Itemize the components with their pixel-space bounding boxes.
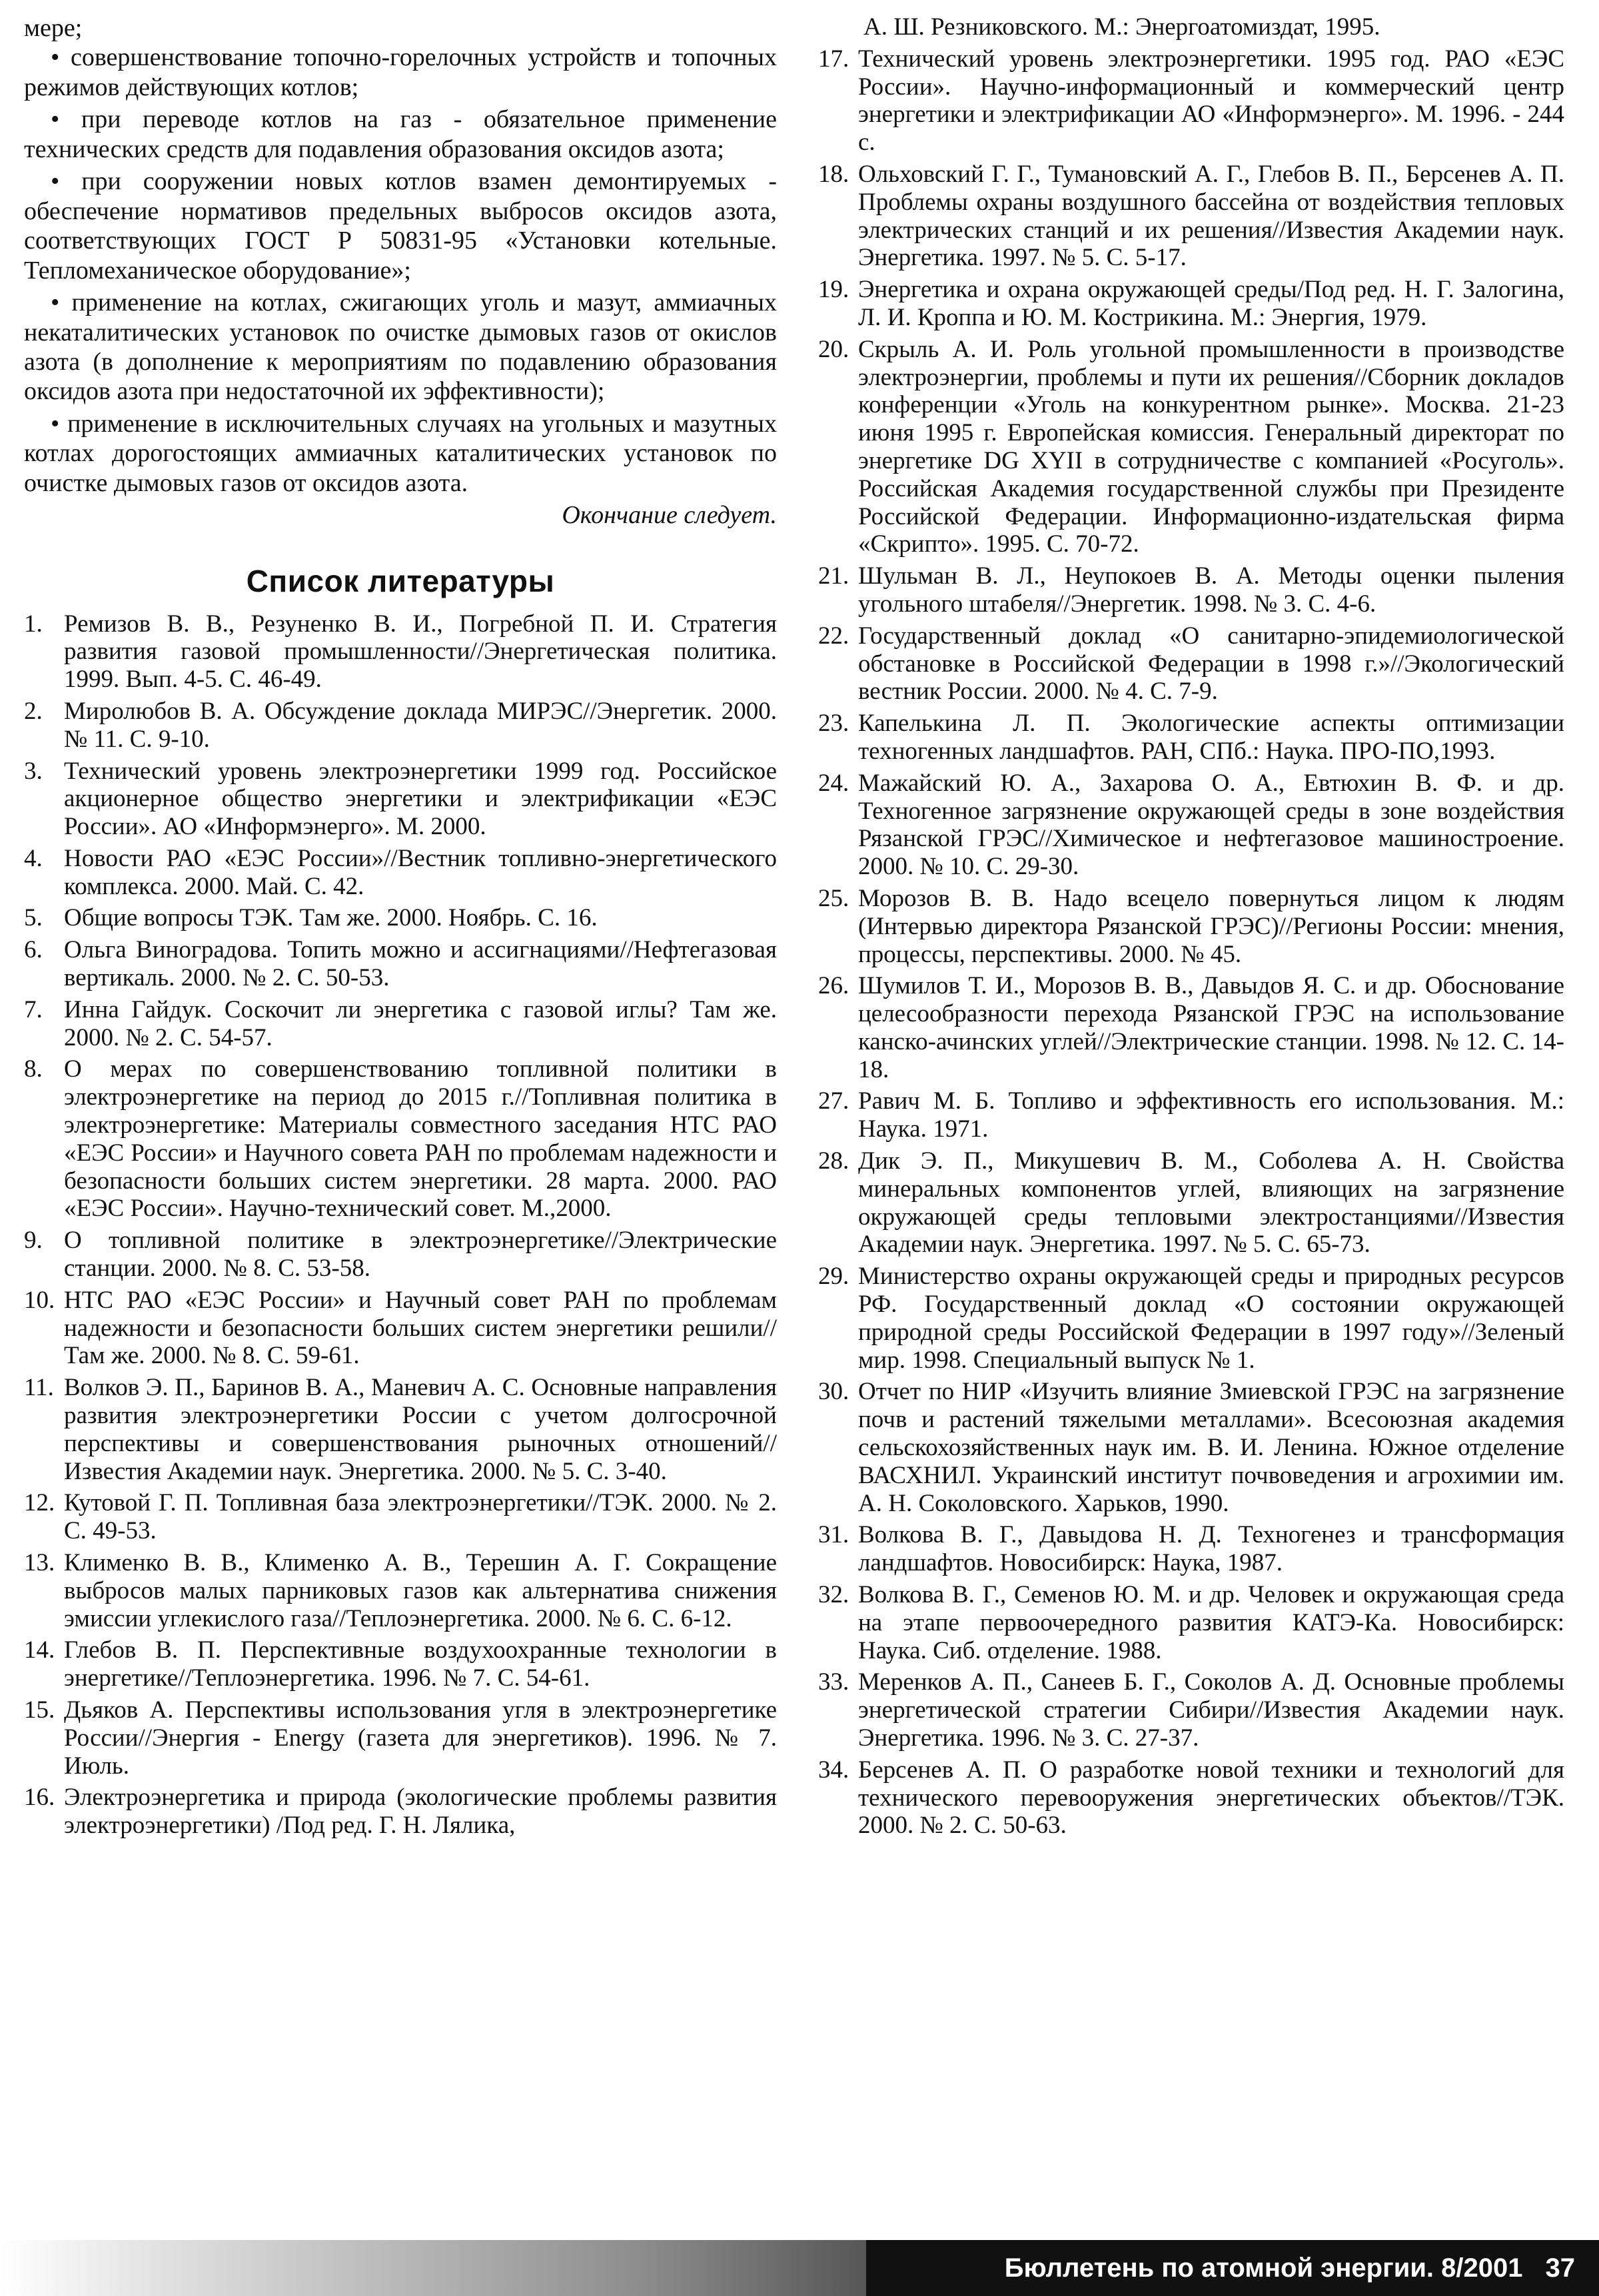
reference-text: Берсенев А. П. О разработке новой техники и технологий для технического перевооружения энергетических объектов//ТЭК. 2000. № 2. С. 50-63.	[858, 1756, 1564, 1840]
continued-text: мере;	[24, 14, 83, 42]
reference-text: Морозов В. В. Надо всецело повернуться лицом к людям (Интервью директора Рязанской ГРЭС)//Регионы России: мнения, процессы, перспективы. 2000. № 45.	[858, 884, 1564, 968]
reference-item	[24, 758, 777, 841]
reference-item	[818, 336, 1564, 558]
footer-decorative-band	[0, 2240, 919, 2296]
reference-item	[818, 885, 1564, 968]
reference-number: 5.	[24, 904, 43, 932]
reference-item	[24, 1696, 777, 1780]
reference-text: Глебов В. П. Перспективные воздухоохранные технологии в энергетике//Теплоэнергетика. 1996. № 7. С. 54-61.	[64, 1636, 777, 1692]
reference-item	[818, 1581, 1564, 1664]
reference-text: О топливной политике в электроэнергетике//Электрические станции. 2000. № 8. С. 53-58.	[64, 1227, 777, 1283]
reference-text: Ольховский Г. Г., Тумановский А. Г., Глебов В. П., Берсенев А. П. Проблемы охраны воздушного бассейна от воздействия тепловых электрических станций и их решения//Известия Академии наук. Энергетика. 1997. № 5. С. 5-17.	[858, 160, 1564, 272]
reference-text: Энергетика и охрана окружающей среды/Под ред. Н. Г. Залогина, Л. И. Кроппа и Ю. М. Кострикина. М.: Энергия, 1979.	[858, 276, 1564, 331]
left-column	[24, 13, 777, 1844]
reference-number: 7.	[24, 995, 43, 1023]
reference-text: Капелькина Л. П. Экологические аспекты оптимизации техногенных ландшафтов. РАН, СПб.: Наука. ПРО-ПО,1993.	[858, 710, 1564, 765]
reference-number: 33.	[818, 1668, 849, 1696]
to-be-continued-note: Окончание следует.	[562, 501, 777, 530]
reference-text: Отчет по НИР «Изучить влияние Змиевской ГРЭС на загрязнение почв и растений тяжелыми металлами». Всесоюзная академия сельскохозяйственных наук им. В. И. Ленина. Южное отделение ВАСХНИЛ. Украинский институт почвоведения и агрохимии им. А. Н. Соколовского. Харьков, 1990.	[858, 1378, 1564, 1517]
bullet-item: • применение в исключительных случаях на угольных и мазутных котлах дорогостоящих аммиачных каталитических установок по очистке дымовых газов от оксидов азота.	[24, 409, 777, 497]
reference-number: 15.	[24, 1696, 55, 1724]
reference-text: Технический уровень электроэнергетики. 1995 год. РАО «ЕЭС России». Научно-информационный и коммерческий центр энергетики и электрификации АО «Информэнерго». М. 1996. - 244 с.	[858, 45, 1564, 157]
bullet-item: • совершенствование топочно-горелочных устройств и топочных режимов действующих котлов;	[24, 43, 777, 101]
reference-item	[818, 276, 1564, 332]
reference-item	[24, 610, 777, 694]
reference-item	[818, 1668, 1564, 1752]
reference-item	[24, 1549, 777, 1632]
reference-text: Клименко В. В., Клименко А. В., Терешин А. Г. Сокращение выбросов малых парниковых газов как альтернатива снижения эмиссии углекислого газа//Теплоэнергетика. 2000. № 6. С. 6-12.	[64, 1549, 777, 1632]
reference-number: 10.	[24, 1286, 55, 1314]
reference-number: 1.	[24, 610, 43, 638]
references-list-left	[24, 610, 777, 1840]
reference-number: 20.	[818, 335, 849, 363]
reference-number: 27.	[818, 1087, 849, 1115]
reference-text: Скрыль А. И. Роль угольной промышленности в производстве электроэнергии, проблемы и пути их решения//Сборник докладов конференции «Уголь на конкурентном рынке». Москва. 21-23 июня 1995 г. Европейская комиссия. Генеральный директорат по энергетике DG XYII в сотрудничестве с компанией «Росуголь». Российская Академия государственной службы при Президенте Российской Федерации. Информационно-издательская фирма «Скрипто». 1995. С. 70-72.	[858, 335, 1564, 558]
reference-number: 23.	[818, 710, 849, 738]
reference-item	[818, 622, 1564, 706]
reference-text: Кутовой Г. П. Топливная база электроэнергетики//ТЭК. 2000. № 2. С. 49-53.	[64, 1489, 777, 1545]
reference-item	[818, 1263, 1564, 1374]
page-footer	[0, 2240, 1599, 2296]
reference-text: Общие вопросы ТЭК. Там же. 2000. Ноябрь. С. 16.	[64, 904, 598, 932]
reference-text: Меренков А. П., Санеев Б. Г., Соколов А. Д. Основные проблемы энергетической стратегии Сибири//Известия Академии наук. Энергетика. 1996. № 3. С. 27-37.	[858, 1668, 1564, 1752]
reference-number: 8.	[24, 1055, 43, 1083]
reference-number: 24.	[818, 769, 849, 797]
bullet-item: • при сооружении новых котлов взамен демонтируемых - обеспечение нормативов предельных выбросов оксидов азота, соответствующих ГОСТ Р 50831-95 «Установки котельные. Тепломеханическое оборудование»;	[24, 167, 777, 285]
reference-number: 32.	[818, 1581, 849, 1609]
reference-number: 16.	[24, 1784, 55, 1812]
reference-text: Электроэнергетика и природа (экологические проблемы развития электроэнергетики) /Под ред. Г. Н. Лялика,	[64, 1784, 777, 1840]
reference-number: 28.	[818, 1147, 849, 1175]
reference-item	[24, 1227, 777, 1283]
reference-text: Равич М. Б. Топливо и эффективность его использования. М.: Наука. 1971.	[858, 1087, 1564, 1143]
reference-item	[818, 161, 1564, 272]
reference-item	[818, 1147, 1564, 1259]
reference-text: НТС РАО «ЕЭС России» и Научный совет РАН по проблемам надежности и безопасности больших систем энергетики решили//Там же. 2000. № 8. С. 59-61.	[64, 1286, 777, 1370]
journal-title: Бюллетень по атомной энергии. 8/2001	[1004, 2253, 1523, 2283]
page-number: 37	[1545, 2253, 1575, 2283]
reference-text: Мажайский Ю. А., Захарова О. А., Евтюхин В. Ф. и др. Техногенное загрязнение окружающей среды в зоне воздействия Рязанской ГРЭС//Химическое и нефтегазовое машиностроение. 2000. № 10. С. 29-30.	[858, 769, 1564, 881]
reference-item	[818, 45, 1564, 157]
reference-number: 6.	[24, 936, 43, 964]
reference-item	[818, 710, 1564, 766]
reference-number: 4.	[24, 844, 43, 872]
reference-continuation: А. Ш. Резниковского. М.: Энергоатомиздат, 1995.	[863, 13, 1380, 41]
reference-text: Миролюбов В. А. Обсуждение доклада МИРЭС//Энергетик. 2000. № 11. С. 9-10.	[64, 697, 777, 753]
reference-item	[24, 1287, 777, 1370]
reference-number: 17.	[818, 45, 849, 73]
reference-item	[24, 996, 777, 1052]
reference-item	[24, 904, 777, 932]
reference-item	[818, 562, 1564, 618]
reference-number: 25.	[818, 884, 849, 912]
reference-number: 19.	[818, 276, 849, 304]
reference-number: 13.	[24, 1549, 55, 1577]
reference-number: 2.	[24, 697, 43, 725]
reference-text: Новости РАО «ЕЭС России»//Вестник топливно-энергетического комплекса. 2000. Май. С. 42.	[64, 844, 777, 900]
footer-bar	[866, 2240, 1599, 2296]
right-column	[818, 13, 1564, 1844]
reference-number: 12.	[24, 1489, 55, 1517]
reference-number: 29.	[818, 1263, 849, 1291]
reference-item	[24, 1784, 777, 1840]
reference-number: 30.	[818, 1378, 849, 1406]
reference-text: Шумилов Т. И., Морозов В. В., Давыдов Я. С. и др. Обоснование целесообразности перехода Рязанской ГРЭС на использование канско-ачинских углей//Электрические станции. 1998. № 12. С. 14-18.	[858, 972, 1564, 1083]
reference-item	[24, 698, 777, 754]
reference-item	[24, 936, 777, 992]
reference-text: Инна Гайдук. Соскочит ли энергетика с газовой иглы? Там же. 2000. № 2. С. 54-57.	[64, 995, 777, 1051]
reference-text: О мерах по совершенствованию топливной политики в электроэнергетике на период до 2015 г.//Топливная политика в электроэнергетике: Материалы совместного заседания НТС РАО «ЕЭС России» и Научного совета РАН по проблемам надежности и безопасности больших систем энергетики. 28 марта. 2000. РАО «ЕЭС России». Научно-технический совет. М.,2000.	[64, 1055, 777, 1223]
reference-text: Министерство охраны окружающей среды и природных ресурсов РФ. Государственный доклад «О состоянии окружающей природной среды Российской Федерации в 1997 году»//Зеленый мир. 1998. Специальный выпуск № 1.	[858, 1263, 1564, 1374]
reference-item	[818, 972, 1564, 1083]
reference-text: Государственный доклад «О санитарно-эпидемиологической обстановке в Российской Федерации в 1998 г.»//Экологический вестник России. 2000. № 4. С. 7-9.	[858, 622, 1564, 706]
bullet-item: • при переводе котлов на газ - обязательное применение технических средств для подавления образования оксидов азота;	[24, 105, 777, 163]
reference-item	[24, 1489, 777, 1545]
reference-item	[24, 1055, 777, 1223]
reference-item	[818, 1378, 1564, 1517]
reference-text: Дик Э. П., Микушевич В. М., Соболева А. Н. Свойства минеральных компонентов углей, влияющих на загрязнение окружающей среды тепловыми электростанциями//Известия Академии наук. Энергетика. 1997. № 5. С. 65-73.	[858, 1147, 1564, 1259]
reference-number: 18.	[818, 160, 849, 188]
reference-item	[24, 1636, 777, 1692]
reference-text: Волкова В. Г., Давыдова Н. Д. Техногенез и трансформация ландшафтов. Новосибирск: Наука, 1987.	[858, 1521, 1564, 1577]
reference-number: 22.	[818, 622, 849, 650]
reference-number: 26.	[818, 972, 849, 1000]
reference-text: Технический уровень электроэнергетики 1999 год. Российское акционерное общество энергетики и электрификации «ЕЭС России». АО «Информэнерго». М. 2000.	[64, 757, 777, 841]
reference-item	[818, 770, 1564, 881]
bullet-item: • применение на котлах, сжигающих уголь и мазут, аммиачных некаталитических установок по очистке дымовых газов от окислов азота (в дополнение к мероприятиям по подавлению образования оксидов азота при недостаточной их эффективности);	[24, 288, 777, 406]
reference-item	[818, 1756, 1564, 1840]
reference-number: 21.	[818, 562, 849, 590]
reference-text: Шульман В. Л., Неупокоев В. А. Методы оценки пыления угольного штабеля//Энергетик. 1998. № 3. С. 4-6.	[858, 562, 1564, 618]
reference-number: 11.	[24, 1374, 54, 1402]
reference-number: 34.	[818, 1756, 849, 1784]
reference-text: Волков Э. П., Баринов В. А., Маневич А. С. Основные направления развития электроэнергетики России с учетом долгосрочной перспективы и совершенствования рыночных отношений//Известия Академии наук. Энергетика. 2000. № 5. С. 3-40.	[64, 1374, 777, 1485]
reference-text: Ремизов В. В., Резуненко В. И., Погребной П. И. Стратегия развития газовой промышленности//Энергетическая политика. 1999. Вып. 4-5. С. 46-49.	[64, 610, 777, 694]
reference-item	[24, 1374, 777, 1485]
reference-text: Дьяков А. Перспективы использования угля в электроэнергетике России//Энергия - Energy (газета для энергетиков). 1996. № 7. Июль.	[64, 1696, 777, 1780]
reference-item	[818, 1087, 1564, 1143]
references-list-right	[818, 45, 1564, 1840]
reference-number: 31.	[818, 1521, 849, 1549]
reference-number: 9.	[24, 1227, 43, 1255]
reference-text: Ольга Виноградова. Топить можно и ассигнациями//Нефтегазовая вертикаль. 2000. № 2. С. 50-53.	[64, 936, 777, 992]
reference-number: 14.	[24, 1636, 55, 1664]
references-heading: Список литературы	[246, 563, 555, 598]
reference-item	[818, 1521, 1564, 1577]
reference-item	[24, 845, 777, 901]
reference-text: Волкова В. Г., Семенов Ю. М. и др. Человек и окружающая среда на этапе первоочередного развития КАТЭ-Ка. Новосибирск: Наука. Сиб. отделение. 1988.	[858, 1581, 1564, 1664]
reference-number: 3.	[24, 757, 43, 785]
